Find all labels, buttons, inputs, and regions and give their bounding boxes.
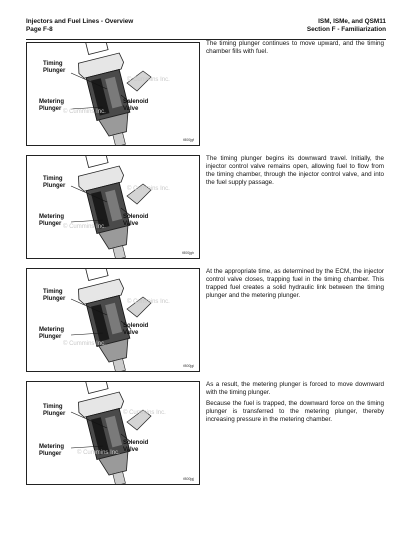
label-solenoid-valve: Solenoid Valve	[123, 214, 149, 227]
description-3: At the appropriate time, as determined by the ECM, the injector control valve closes, trapping fuel in the timing chamber. This trapped fuel creates a solid hydraulic link between the timing plunger and the metering plunger.	[206, 268, 384, 299]
injector-illustration-2	[27, 156, 200, 259]
figure-code: f800jgh	[182, 251, 194, 255]
description-1: The timing plunger continues to move upward, and the timing chamber fills with fuel.	[206, 40, 384, 55]
label-metering-plunger: Metering Plunger	[39, 99, 65, 112]
label-metering-plunger: Metering Plunger	[39, 444, 65, 457]
watermark: © Cummins Inc.	[63, 109, 106, 115]
watermark: © Cummins Inc.	[77, 450, 120, 456]
injector-illustration-4	[27, 382, 200, 485]
section-title: Injectors and Fuel Lines - Overview	[26, 18, 134, 25]
label-solenoid-valve: Solenoid Valve	[123, 99, 149, 112]
label-metering-plunger: Metering Plunger	[39, 214, 65, 227]
label-timing-plunger: Timing Plunger	[43, 61, 66, 74]
label-metering-plunger: Metering Plunger	[39, 327, 65, 340]
label-timing-plunger: Timing Plunger	[43, 289, 66, 302]
page-header	[26, 18, 386, 40]
label-solenoid-valve: Solenoid Valve	[123, 323, 149, 336]
injector-figure-2	[26, 155, 200, 259]
header-left	[26, 18, 133, 34]
injector-illustration-1	[27, 43, 200, 146]
figure-code: f800jgj	[183, 477, 194, 481]
section-name: Section F - Familiarization	[306, 26, 386, 33]
injector-illustration-3	[27, 269, 200, 372]
watermark: © Cummins Inc.	[63, 224, 106, 230]
figure-code: f800jgi	[183, 364, 194, 368]
watermark: © Cummins Inc.	[127, 186, 170, 192]
injector-figure-3	[26, 268, 200, 372]
description-4b: Because the fuel is trapped, the downward force on the timing plunger is transferred to the metering plunger, thereby increasing pressure in the metering chamber.	[206, 400, 384, 423]
description-2: The timing plunger begins its downward travel. Initially, the injector control valve remains open, allowing fuel to flow from the timing chamber, through the injector control valve, and into the fuel supply passage.	[206, 155, 384, 186]
watermark: © Cummins Inc.	[127, 77, 170, 83]
label-timing-plunger: Timing Plunger	[43, 176, 66, 189]
description-4: As a result, the metering plunger is forced to move downward with the timing plunger.	[206, 381, 384, 396]
watermark: © Cummins Inc.	[127, 299, 170, 305]
injector-figure-1	[26, 42, 200, 146]
header-right	[307, 18, 386, 34]
label-timing-plunger: Timing Plunger	[43, 404, 66, 417]
watermark: © Cummins Inc.	[123, 410, 166, 416]
figure-code: f800jgf	[183, 138, 194, 142]
label-solenoid-valve: Solenoid Valve	[123, 440, 149, 453]
engine-models: ISM, ISMe, and QSM11	[318, 18, 386, 25]
injector-figure-4	[26, 381, 200, 485]
page-number: Page F-8	[26, 26, 53, 33]
watermark: © Cummins Inc.	[63, 341, 106, 347]
